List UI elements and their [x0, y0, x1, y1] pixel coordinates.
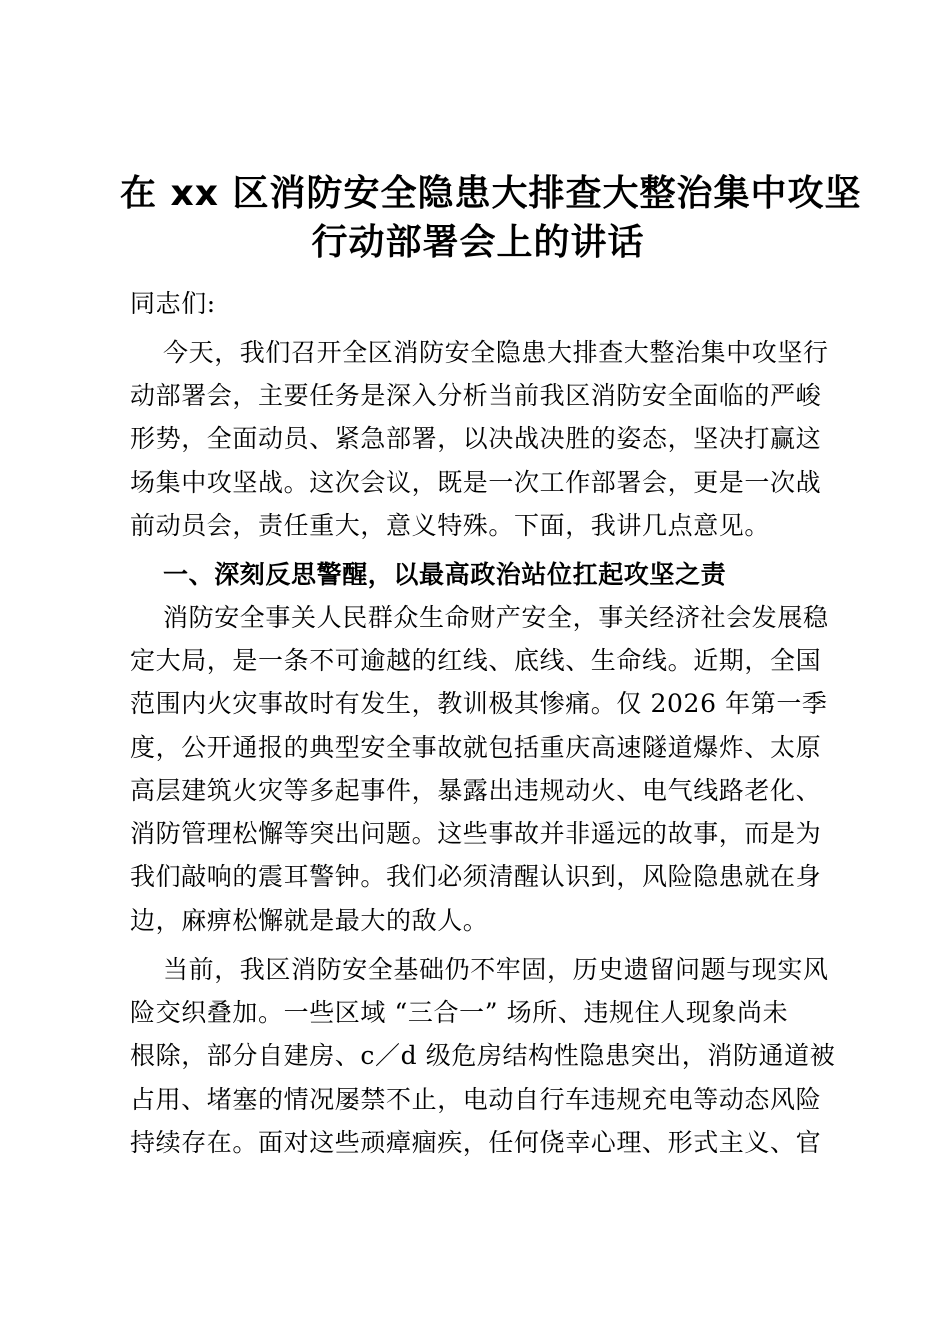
- salutation: 同志们:: [130, 289, 216, 318]
- paragraph-2-line-8: 边，麻痹松懈就是最大的敌人。: [130, 906, 489, 935]
- document-title-line-2: 行动部署会上的讲话: [311, 222, 645, 263]
- document-title-line-1: 在 xx 区消防安全隐患大排查大整治集中攻坚: [120, 173, 862, 214]
- paragraph-2-line-4: 度，公开通报的典型安全事故就包括重庆高速隧道爆炸、太原: [130, 733, 822, 762]
- paragraph-1-line-5: 前动员会，责任重大，意义特殊。下面，我讲几点意见。: [130, 511, 771, 540]
- paragraph-2-line-6: 消防管理松懈等突出问题。这些事故并非遥远的故事，而是为: [130, 819, 822, 848]
- paragraph-2-line-2: 定大局，是一条不可逾越的红线、底线、生命线。近期，全国: [130, 646, 822, 675]
- paragraph-2-line-7: 我们敲响的震耳警钟。我们必须清醒认识到，风险隐患就在身: [130, 862, 822, 891]
- paragraph-1-line-2: 动部署会，主要任务是深入分析当前我区消防安全面临的严峻: [130, 381, 822, 410]
- paragraph-3-line-3: 根除，部分自建房、c／d 级危房结构性隐患突出，消防通道被: [130, 1041, 836, 1070]
- paragraph-3-line-2: 险交织叠加。一些区域 “三合一” 场所、违规住人现象尚未: [130, 998, 789, 1027]
- paragraph-1-line-3: 形势，全面动员、紧急部署，以决战决胜的姿态，坚决打赢这: [130, 424, 822, 453]
- paragraph-3-line-1: 当前，我区消防安全基础仍不牢固，历史遗留问题与现实风: [163, 955, 829, 984]
- paragraph-3-line-5: 持续存在。面对这些顽瘴痼疾，任何侥幸心理、形式主义、官: [130, 1128, 822, 1157]
- paragraph-1-line-1: 今天，我们召开全区消防安全隐患大排查大整治集中攻坚行: [163, 338, 829, 367]
- section-heading-1: 一、深刻反思警醒，以最高政治站位扛起攻坚之责: [163, 560, 727, 589]
- paragraph-2-line-1: 消防安全事关人民群众生命财产安全，事关经济社会发展稳: [163, 603, 829, 632]
- paragraph-3-line-4: 占用、堵塞的情况屡禁不止，电动自行车违规充电等动态风险: [130, 1085, 822, 1114]
- paragraph-2-line-3: 范围内火灾事故时有发生，教训极其惨痛。仅 2026 年第一季: [130, 689, 828, 718]
- paragraph-2-line-5: 高层建筑火灾等多起事件，暴露出违规动火、电气线路老化、: [130, 776, 822, 805]
- paragraph-1-line-4: 场集中攻坚战。这次会议，既是一次工作部署会，更是一次战: [130, 468, 822, 497]
